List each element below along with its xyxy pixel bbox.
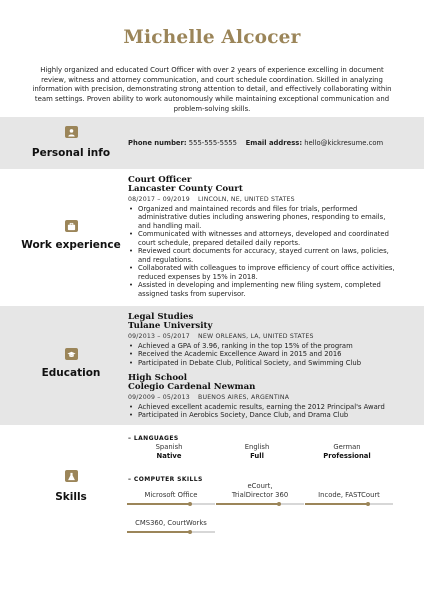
language-item [302,443,392,461]
list-item: • Collaborated with colleagues to improve efficiency of court office activities, reduced expenses by 15% in 2018. [128,264,400,281]
graduation-cap-icon [65,348,78,360]
language-level: Professional [323,452,371,460]
language-level: Native [156,452,182,460]
skill-bar-fill [127,531,190,533]
email-value: hello@kickresume.com [304,139,384,147]
skill-bar-fill [127,503,190,505]
computer-skill-name: Microsoft Office [144,491,198,499]
list-item: • Assisted in developing and implementing new filing system, completed assigned tasks from supervisor. [128,281,400,298]
list-item: • Reviewed court documents for accuracy, stayed current on laws, policies, and regulations. [128,247,400,264]
education-section [0,306,424,425]
language-level: Full [250,452,264,460]
skill-bar-fill [216,503,279,505]
computer-skill-item [127,491,215,505]
computer-skill-item [216,482,304,505]
work-experience-section [0,169,424,306]
computer-skill-name: CMS360, CourtWorks [135,519,207,527]
job-meta [128,195,400,205]
flask-icon [65,470,78,482]
section-title-skills: Skills [55,491,87,503]
education-left [0,306,142,425]
edu-bullets [128,403,400,420]
work-left [0,169,142,306]
section-title-education: Education [41,367,101,379]
job-bullets [128,205,400,299]
skill-bar-marker [188,530,192,534]
skills-section [0,425,424,565]
contact-line [128,139,400,147]
edu-bullets [128,342,400,368]
list-item: • Organized and maintained records and files for trials, performed administrative duties including answering phones, responding to emails, and handling mail. [128,205,400,231]
language-name: German [333,443,361,451]
computer-skills-heading: – COMPUTER SKILLS [128,476,203,483]
skill-bar [305,503,393,505]
email-label: Email address: [245,139,303,147]
personal-info-left [0,117,142,169]
skills-left [0,425,142,565]
computer-skill-name: eCourt, TrialDirector 360 [231,482,289,499]
edu-meta [128,332,400,342]
edu-school: Tulane University [128,321,213,332]
computer-skill-item [127,519,215,533]
language-name: Spanish [155,443,183,451]
list-item: • Participated in Debate Club, Political Society, and Swimming Club [128,359,400,368]
list-item: • Achieved excellent academic results, earning the 2012 Principal's Award [128,403,400,412]
skill-bar-marker [366,502,370,506]
work-entry [128,176,400,298]
edu-dates: 09/2009 – 05/2013 [128,393,190,401]
summary: Highly organized and educated Court Officer with over 2 years of experience excelling in document review, witness and attorney communication, and court schedule coordination. Skilled in analyzing information with precision, demonstrating strong attention to detail, and effectively collaborating within team settings. Proven ability to work autonomously while maintaining exceptional communication and problem-solving skills. [32,66,392,113]
computer-skill-name: Incode, FASTCourt [318,491,380,499]
phone-value: 555-555-5555 [188,139,237,147]
job-dates: 08/2017 – 09/2019 [128,195,190,203]
skill-bar [127,531,215,533]
language-item [124,443,214,461]
skill-bar-marker [277,502,281,506]
list-item: • Participated in Aerobics Society, Dance Club, and Drama Club [128,411,400,420]
job-position: Court Officer [128,175,192,185]
edu-location: BUENOS AIRES, ARGENTINA [198,393,290,401]
edu-field: Legal Studies [128,312,194,322]
job-location: LINCOLN, NE, UNITED STATES [198,195,295,203]
edu-meta [128,393,400,403]
skill-bar-marker [188,502,192,506]
person-icon [65,126,78,138]
edu-school: Colegio Cardenal Newman [128,382,256,393]
education-entry-2 [128,374,400,420]
personal-info-section [0,117,424,169]
computer-skill-item [305,491,393,505]
education-entry-1 [128,313,400,367]
section-title-work: Work experience [21,239,121,251]
list-item: • Received the Academic Excellence Award in 2015 and 2016 [128,350,400,359]
skill-bar-fill [305,503,368,505]
phone-label: Phone number: [128,139,187,147]
language-name: English [244,443,270,451]
briefcase-icon [65,220,78,232]
section-title-personal: Personal info [31,147,111,159]
resume-name: Michelle Alcocer [123,27,301,48]
edu-location: NEW ORLEANS, LA, UNITED STATES [198,332,314,340]
edu-dates: 09/2013 – 05/2017 [128,332,190,340]
skill-bar [127,503,215,505]
job-employer: Lancaster County Court [128,184,243,195]
skill-bar [216,503,304,505]
language-item [212,443,302,461]
edu-field: High School [128,373,188,383]
list-item: • Achieved a GPA of 3.96, ranking in the top 15% of the program [128,342,400,351]
languages-heading: – LANGUAGES [128,435,179,442]
list-item: • Communicated with witnesses and attorneys, developed and coordinated court schedule, prepared detailed daily reports. [128,230,400,247]
